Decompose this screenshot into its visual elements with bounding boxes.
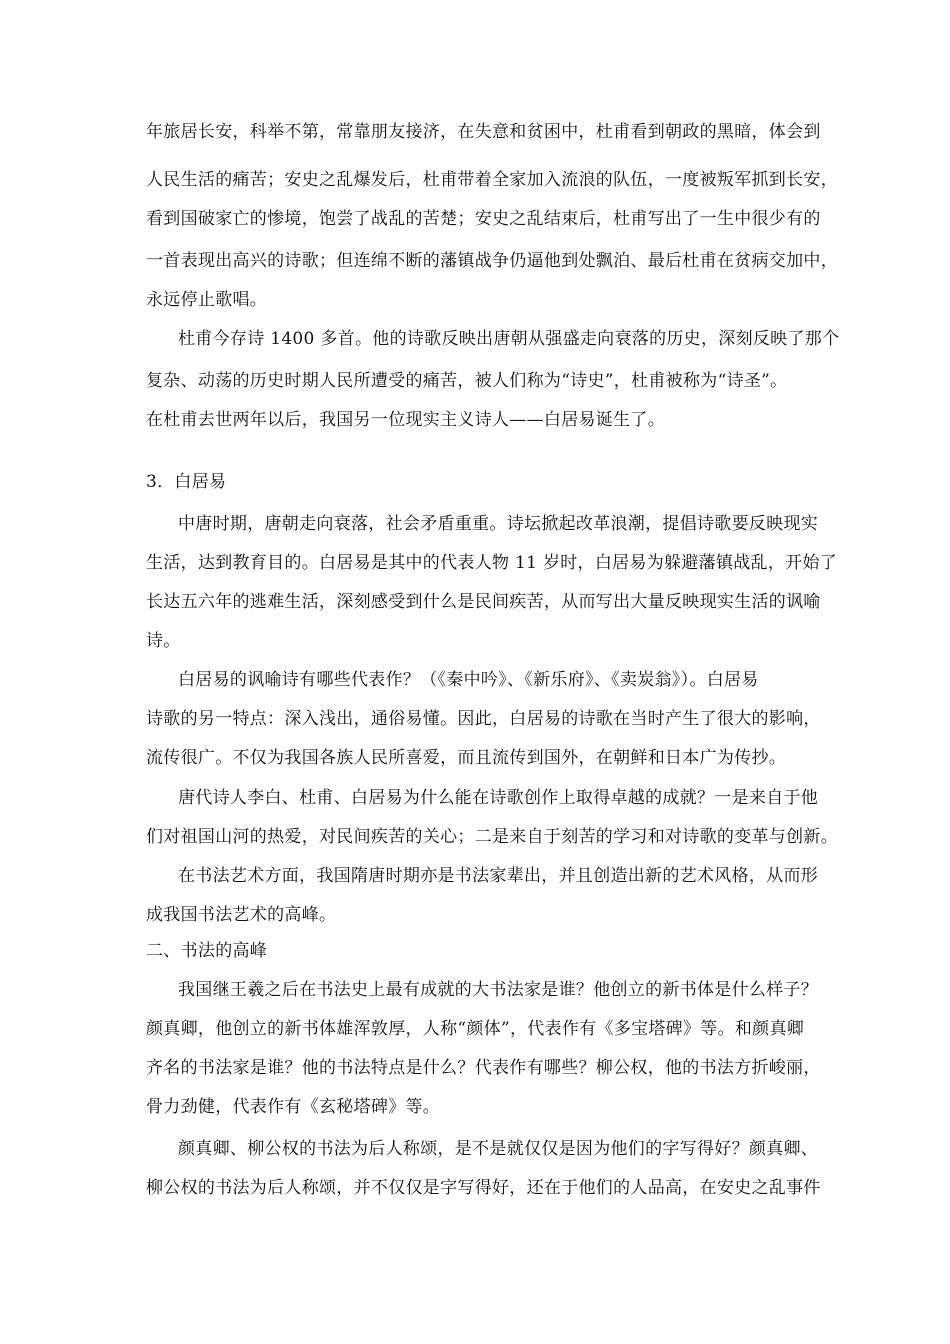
text-line: 我国继王羲之后在书法史上最有成就的大书法家是谁？他创立的新书体是什么样子？ bbox=[178, 980, 819, 1000]
text-line: 颜真卿、柳公权的书法为后人称颂，是不是就仅仅是因为他们的字写得好？颜真卿、 bbox=[178, 1139, 819, 1159]
text-line: 在书法艺术方面，我国隋唐时期亦是书法家辈出，并且创造出新的艺术风格，从而形 bbox=[178, 866, 819, 886]
text-line: 颜真卿，他创立的新书体雄浑敦厚，人称“颜体”，代表作有《多宝塔碑》等。和颜真卿 bbox=[146, 1019, 805, 1039]
text-line: 诗歌的另一特点：深入浅出，通俗易懂。因此，白居易的诗歌在当时产生了很大的影响， bbox=[146, 709, 821, 729]
text-line: 柳公权的书法为后人称颂，并不仅仅是字写得好，还在于他们的人品高，在安史之乱事件 bbox=[146, 1178, 821, 1198]
text-line: 永远停止歌唱。 bbox=[146, 290, 268, 310]
text-line: 诗。 bbox=[146, 631, 181, 651]
text-line: 在杜甫去世两年以后，我国另一位现实主义诗人——白居易诞生了。 bbox=[146, 410, 665, 430]
section-heading: 二、书法的高峰 bbox=[146, 941, 268, 961]
text-line: 流传很广。不仅为我国各族人民所喜爱，而且流传到国外，在朝鲜和日本广为传抄。 bbox=[146, 748, 787, 768]
text-line: 复杂、动荡的历史时期人民所遭受的痛苦，被人们称为“诗史”，杜甫被称为“诗圣”。 bbox=[146, 371, 788, 391]
text-line: 杜甫今存诗 1400 多首。他的诗歌反映出唐朝从强盛走向衰落的历史，深刻反映了那个 bbox=[178, 329, 840, 349]
text-line: 成我国书法艺术的高峰。 bbox=[146, 905, 337, 925]
text-line: 人民生活的痛苦；安史之乱爆发后，杜甫带着全家加入流浪的队伍，一度被叛军抓到长安， bbox=[146, 170, 838, 190]
text-line: 中唐时期，唐朝走向衰落，社会矛盾重重。诗坛掀起改革浪潮，提倡诗歌要反映现实 bbox=[178, 514, 819, 534]
text-line: 们对祖国山河的热爱，对民间疾苦的关心；二是来自于刻苦的学习和对诗歌的变革与创新。 bbox=[146, 827, 838, 847]
text-line: 骨力劲健，代表作有《玄秘塔碑》等。 bbox=[146, 1097, 441, 1117]
text-line: 看到国破家亡的惨境，饱尝了战乱的苦楚；安史之乱结束后，杜甫写出了一生中很少有的 bbox=[146, 209, 821, 229]
text-line: 唐代诗人李白、杜甫、白居易为什么能在诗歌创作上取得卓越的成就？一是来自于他 bbox=[178, 788, 819, 808]
text-line: 长达五六年的逃难生活，深刻感受到什么是民间疾苦，从而写出大量反映现实生活的讽喻 bbox=[146, 592, 821, 612]
text-line: 年旅居长安，科举不第，常靠朋友接济，在失意和贫困中，杜甫看到朝政的黑暗，体会到 bbox=[146, 122, 821, 142]
text-line: 一首表现出高兴的诗歌；但连绵不断的藩镇战争仍逼他到处飘泊、最后杜甫在贫病交加中， bbox=[146, 251, 838, 271]
text-line: 白居易的讽喻诗有哪些代表作？（《秦中吟》、《新乐府》、《卖炭翁》）。白居易 bbox=[178, 670, 759, 690]
text-line: 生活，达到教育目的。白居易是其中的代表人物 11 岁时，白居易为躲避藩镇战乱，开始了 bbox=[146, 553, 838, 573]
text-line: 齐名的书法家是谁？他的书法特点是什么？代表作有哪些？柳公权，他的书法方折峻丽， bbox=[146, 1058, 821, 1078]
section-heading: 3．白居易 bbox=[146, 472, 227, 492]
